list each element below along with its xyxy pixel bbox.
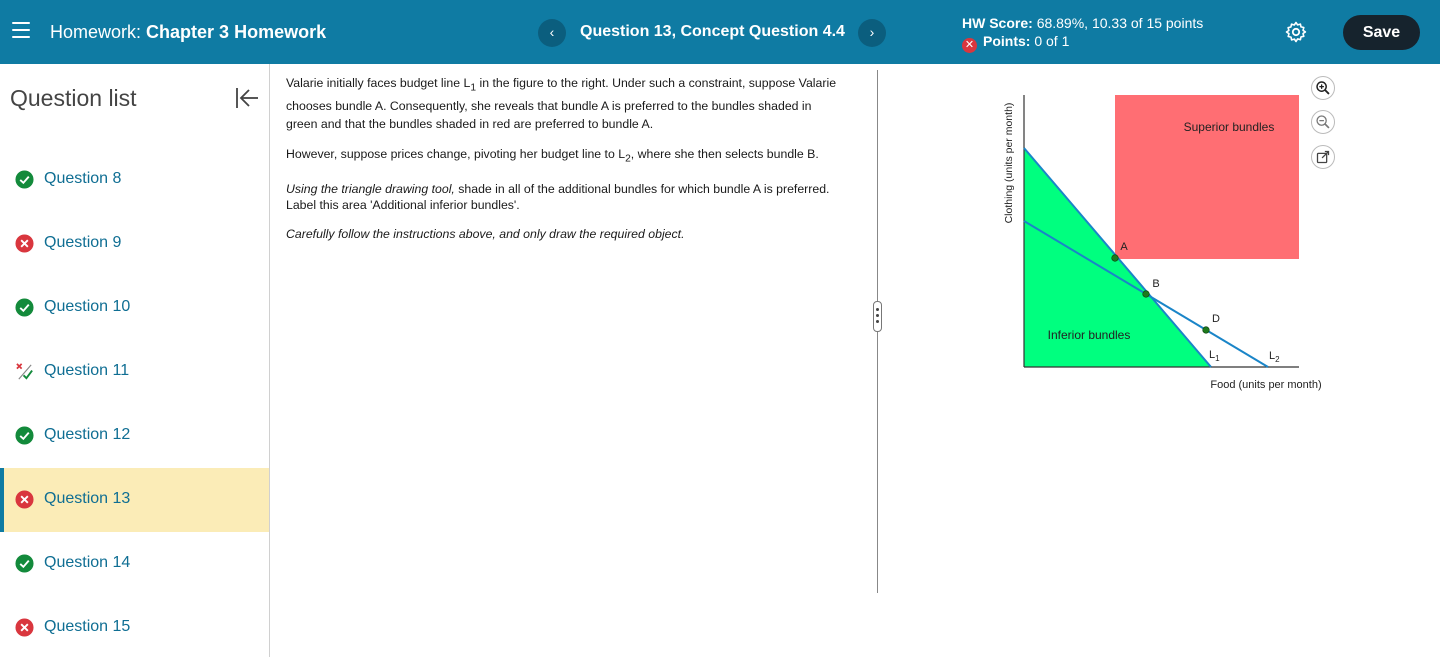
- homework-title: [50, 22, 326, 43]
- sidebar-item-label: Question 13: [44, 490, 131, 507]
- point-a: [1112, 255, 1119, 262]
- previous-question-button[interactable]: ‹: [538, 19, 566, 47]
- correct-check-icon: [15, 426, 34, 445]
- homework-title-name: Chapter 3 Homework: [146, 22, 327, 42]
- point-d-label: D: [1212, 313, 1220, 325]
- points-value: 0 of 1: [1034, 33, 1070, 49]
- homework-title-prefix: Homework:: [50, 22, 142, 42]
- sidebar-item-label: Question 10: [44, 298, 131, 315]
- sidebar-item-label: Question 12: [44, 426, 131, 443]
- zoom-out-icon[interactable]: [1311, 110, 1335, 134]
- point-d: [1203, 327, 1210, 334]
- question-text: [286, 74, 846, 255]
- question-paragraph-1: Valarie initially faces budget line $L_1$ in the figure to the right. Under such a constraint, suppose Valarie chooses bundle A. Consequently, she reveals that bundle A is preferred to the bundles shaded in green and that the bundles shaded in red are preferred to bundle A.: [286, 76, 837, 132]
- sidebar-item-question[interactable]: [0, 532, 269, 596]
- sidebar-item-question[interactable]: [0, 276, 269, 340]
- save-button[interactable]: Save: [1343, 15, 1420, 50]
- correct-check-icon: [15, 170, 34, 189]
- question-paragraph-2: However, suppose prices change, pivoting her budget line to $L_2$, where she then selects bundle B.: [286, 147, 819, 165]
- top-bar: [0, 0, 1440, 64]
- incorrect-icon: ✕: [962, 38, 977, 53]
- points-label: Points:: [983, 33, 1031, 49]
- incorrect-x-icon: [15, 490, 34, 509]
- question-list-title: Question list: [10, 85, 137, 111]
- hw-score-label: HW Score:: [962, 15, 1033, 31]
- budget-line-graph[interactable]: [995, 80, 1335, 400]
- x-axis-label: Food (units per month): [1210, 379, 1322, 391]
- line-l1-label: $L_1$: [1209, 349, 1220, 363]
- sidebar-item-label: Question 9: [44, 234, 122, 251]
- collapse-panel-icon[interactable]: [234, 86, 260, 110]
- sidebar-item-label: Question 14: [44, 554, 131, 571]
- sidebar-item-question[interactable]: [0, 468, 269, 532]
- question-paragraph-4: Carefully follow the instructions above, and only draw the required object.: [286, 226, 685, 241]
- settings-gear-icon[interactable]: [1284, 20, 1308, 44]
- y-axis-label: Clothing (units per month): [1003, 102, 1015, 224]
- sidebar-item-question[interactable]: [0, 340, 269, 404]
- next-question-button[interactable]: ›: [858, 19, 886, 47]
- sidebar-item-question[interactable]: [0, 148, 269, 212]
- sidebar-item-question[interactable]: [0, 404, 269, 468]
- sidebar-item-question[interactable]: [0, 596, 269, 660]
- question-paragraph-3: Using the triangle drawing tool, shade in all of the additional bundles for which bundle A is preferred. Label this area 'Additional inferior bundles'.: [286, 181, 830, 212]
- score-block: [962, 14, 1203, 53]
- correct-check-icon: [15, 298, 34, 317]
- superior-bundles-label: Superior bundles: [1183, 120, 1275, 134]
- sidebar-item-label: Question 8: [44, 170, 122, 187]
- sidebar-item-label: Question 11: [44, 362, 130, 379]
- menu-icon[interactable]: [12, 22, 30, 42]
- incorrect-x-icon: [15, 234, 34, 253]
- inferior-bundles-label: Inferior bundles: [1047, 328, 1131, 342]
- point-b-label: B: [1152, 278, 1160, 290]
- sidebar-item-label: Question 15: [44, 618, 131, 635]
- open-external-icon[interactable]: [1311, 145, 1335, 169]
- question-list-panel: [0, 64, 270, 657]
- point-a-label: A: [1120, 241, 1128, 253]
- zoom-in-icon[interactable]: [1311, 76, 1335, 100]
- incorrect-x-icon: [15, 618, 34, 637]
- partial-credit-icon: [15, 362, 34, 381]
- question-title: Question 13, Concept Question 4.4: [580, 23, 845, 40]
- panel-resize-handle[interactable]: [873, 301, 882, 332]
- line-l2-label: $L_2$: [1269, 350, 1280, 364]
- point-b: [1143, 291, 1150, 298]
- hw-score-value: 68.89%, 10.33 of 15 points: [1036, 15, 1204, 31]
- correct-check-icon: [15, 554, 34, 573]
- sidebar-item-question[interactable]: [0, 212, 269, 276]
